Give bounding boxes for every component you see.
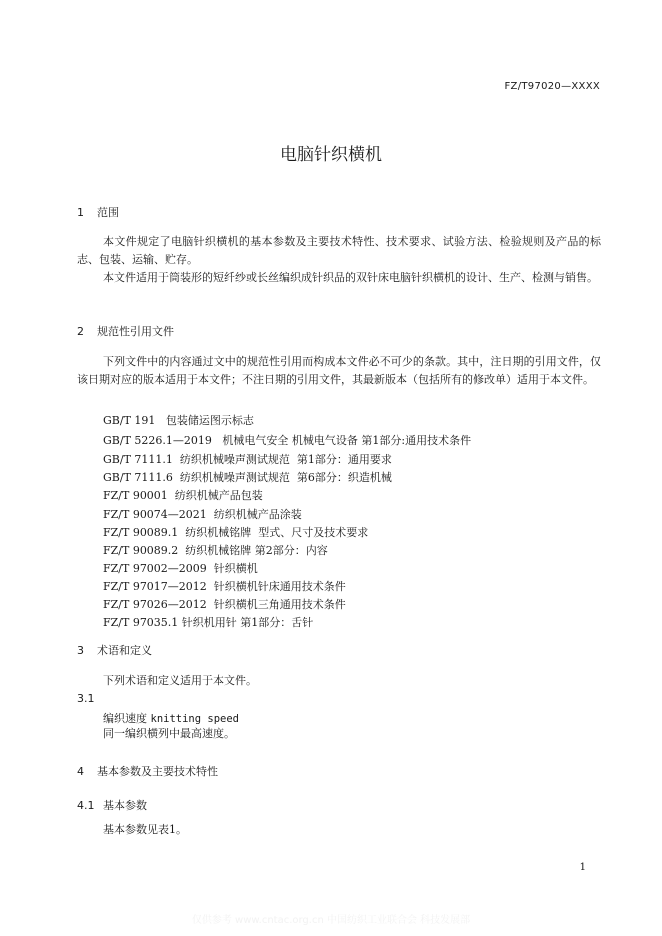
section-1-paragraph-2: 本文件适用于筒装形的短纤纱或长丝编织成针织品的双针床电脑针织横机的设计、生产、检测与销售。 [103,271,598,284]
section-number: 3 [77,644,84,657]
reference-item: FZ/T 97017—2012 针织横机针床通用技术条件 [103,580,346,593]
section-1-paragraph-1: 本文件规定了电脑针织横机的基本参数及主要技术特性、技术要求、试验方法、检验规则及产品的标志、包装、运输、贮存。 [77,235,601,266]
section-3-paragraph-1: 下列术语和定义适用于本文件。 [103,674,257,687]
section-1-heading [77,204,119,220]
reference-item: FZ/T 90089.2 纺织机械铭牌 第2部分：内容 [103,544,328,557]
section-4-heading [77,763,218,779]
reference-item: FZ/T 90001 纺织机械产品包装 [103,489,263,502]
reference-item: GB/T 5226.1—2019 机械电气安全 机械电气设备 第1部分:通用技术条件 [103,434,472,447]
term-chinese: 编织速度 [103,712,147,725]
section-number: 2 [77,325,84,338]
section-number: 1 [77,206,84,219]
section-2-heading [77,323,174,339]
section-3-heading [77,642,152,658]
section-title: 基本参数及主要技术特性 [97,765,218,778]
reference-item: FZ/T 90089.1 纺织机械铭牌 型式、尺寸及技术要求 [103,526,369,539]
section-4-paragraph-1: 基本参数见表1。 [103,823,187,836]
reference-item: FZ/T 97002—2009 针织横机 [103,562,258,575]
page-number: 1 [579,862,586,873]
section-2-paragraph-1: 下列文件中的内容通过文中的规范性引用而构成本文件必不可少的条款。其中，注日期的引用文件，仅该日期对应的版本适用于本文件；不注日期的引用文件，其最新版本（包括所有的修改单）适用于本文件。 [77,355,601,386]
term-definition: 同一编织横列中最高速度。 [103,727,235,740]
section-title: 术语和定义 [97,644,152,657]
subsection-title: 基本参数 [103,799,147,812]
subsection-4-1-heading [77,797,147,813]
section-title: 规范性引用文件 [97,325,174,338]
section-title: 范围 [97,206,119,219]
reference-item: FZ/T 90074—2021 纺织机械产品涂装 [103,508,302,521]
section-number: 4 [77,765,84,778]
reference-item: FZ/T 97035.1 针织机用针 第1部分：舌针 [103,616,314,629]
reference-item: GB/T 7111.6 纺织机械噪声测试规范 第6部分：织造机械 [103,471,392,484]
reference-item: GB/T 191 包装储运图示标志 [103,414,254,427]
watermark: 仅供参考 www.cntac.org.cn 中国纺织工业联合会 科技发展部 [191,915,471,926]
term-number: 3.1 [77,692,95,705]
reference-item: GB/T 7111.1 纺织机械噪声测试规范 第1部分：通用要求 [103,453,392,466]
term-english: knitting speed [150,713,240,725]
subsection-number: 4.1 [77,799,95,812]
document-title: 电脑针织横机 [280,145,382,165]
term-heading [103,710,239,726]
standard-code: FZ/T97020—XXXX [504,81,600,92]
reference-item: FZ/T 97026—2012 针织横机三角通用技术条件 [103,598,346,611]
